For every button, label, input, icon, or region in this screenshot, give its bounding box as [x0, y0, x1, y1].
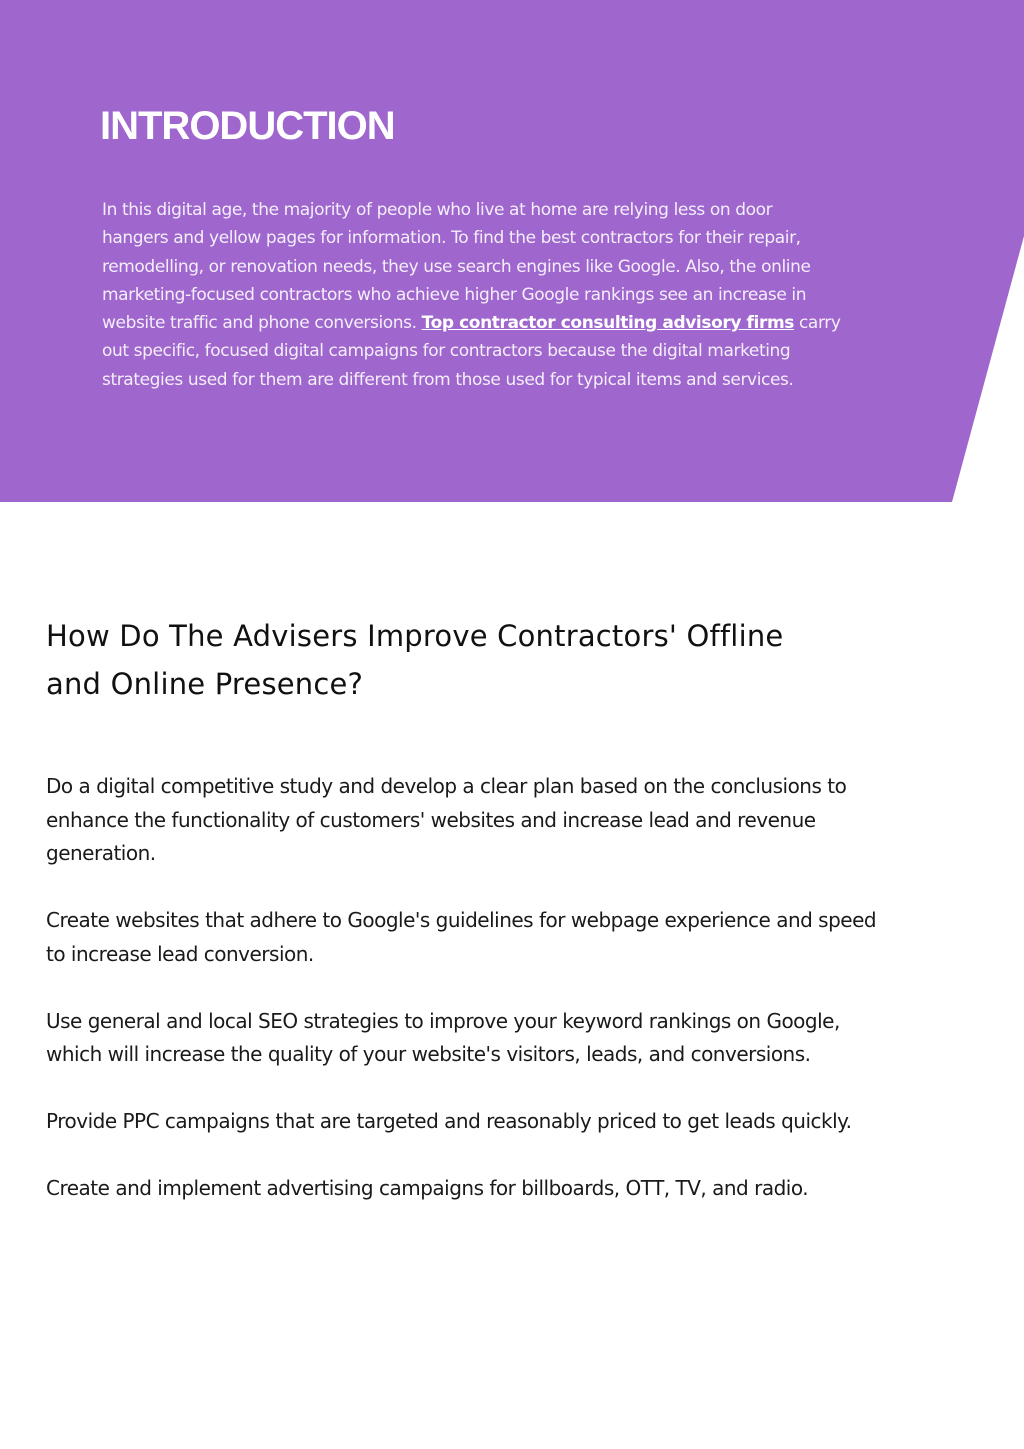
service-paragraph-ppc: Provide PPC campaigns that are targeted and reasonably priced to get leads quickly. — [46, 1109, 852, 1133]
service-paragraph-seo: Use general and local SEO strategies to improve your keyword rankings on Google, which will increase the quality of your website's visitors, leads, and conversions. — [46, 1008, 840, 1066]
intro-paragraph — [102, 196, 842, 394]
service-paragraph-advertising: Create and implement advertising campaigns for billboards, OTT, TV, and radio. — [46, 1176, 809, 1200]
service-paragraph-websites: Create websites that adhere to Google's guidelines for webpage experience and speed to increase lead conversion. — [46, 908, 877, 966]
intro-title: INTRODUCTION — [100, 104, 395, 148]
intro-text-before-link: In this digital age, the majority of people who live at home are relying less on door hangers and yellow pages for information. To find the best contractors for their repair, remodelling, or renovation needs, they use search engines like Google. Also, the online marketing-focused contractors who achieve higher Google rankings see an increase in website traffic and phone conversions. — [102, 200, 811, 334]
service-list — [46, 770, 886, 1239]
intro-text-after-link: carry out specific, focused digital campaigns for contractors because the digital marketing strategies used for them are different from those used for typical items and services. — [102, 313, 841, 390]
advisory-firms-link[interactable]: Top contractor consulting advisory firms — [421, 313, 794, 334]
section-heading: How Do The Advisers Improve Contractors' Offline and Online Presence? — [46, 619, 784, 701]
service-paragraph-competitive-study: Do a digital competitive study and develop a clear plan based on the conclusions to enhance the functionality of customers' websites and increase lead and revenue generation. — [46, 774, 847, 865]
